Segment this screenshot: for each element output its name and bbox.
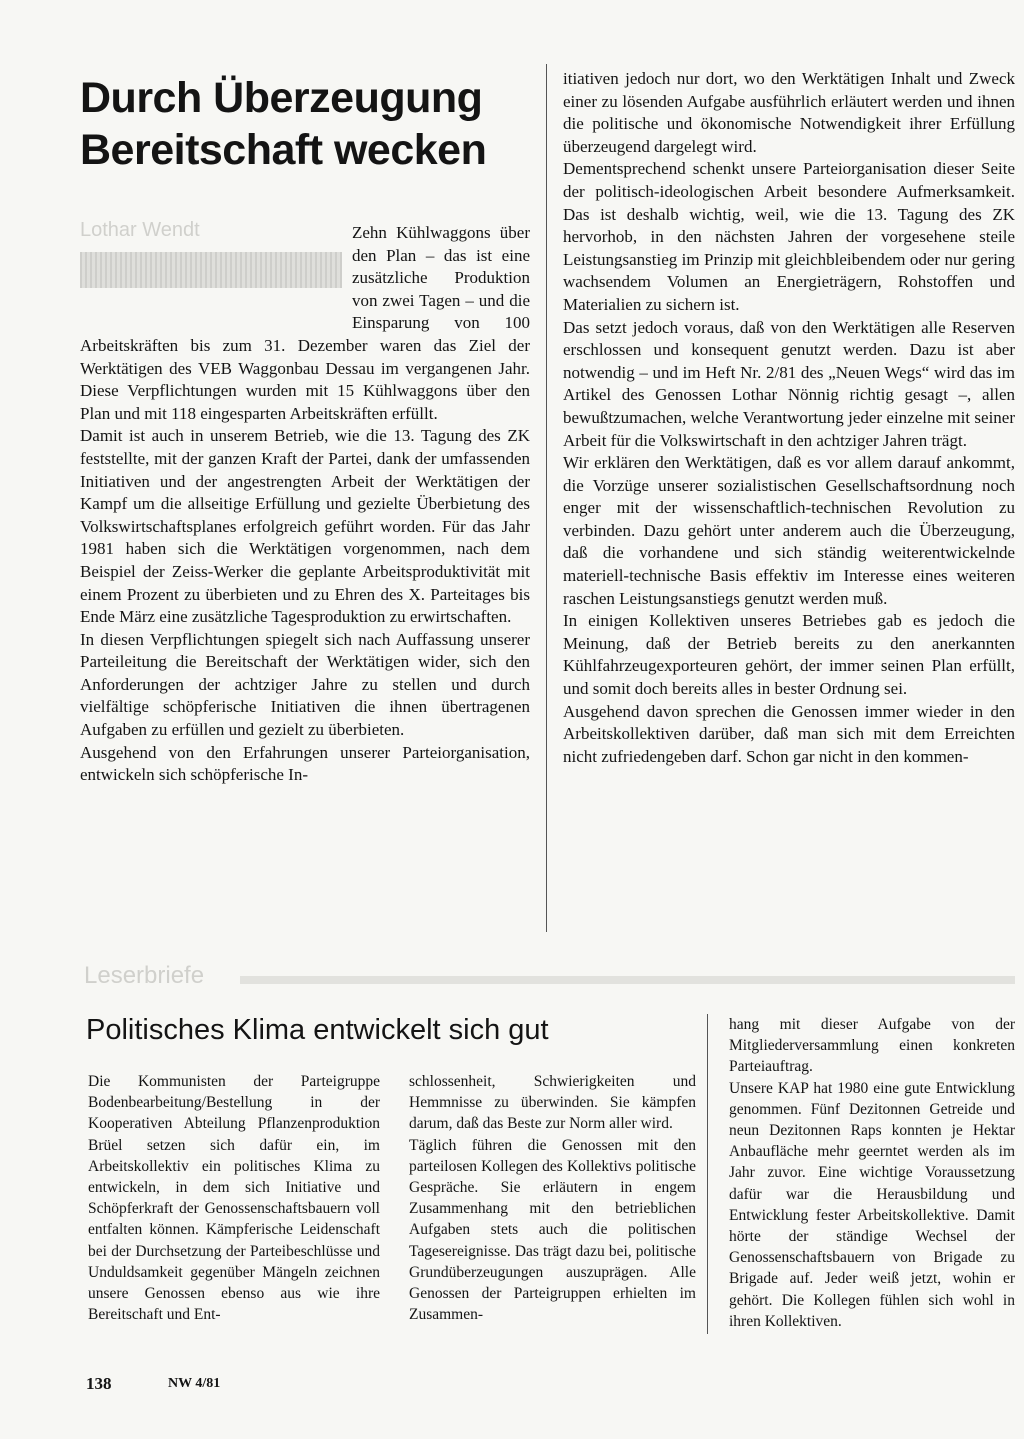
- paragraph: Täglich führen die Genossen mit den parteilosen Kollegen des Kollektivs politische Gespräche. Sie erläutern in engem Zusammenhang mit den betrieblichen Aufgaben stets auch die politischen Tagesereignisse. Das trägt dazu bei, politische Grundüberzeugungen auszuprägen. Alle Genossen der Parteigruppen erhielten im Zusammen-: [409, 1136, 696, 1324]
- letter-title: Politisches Klima entwickelt sich gut: [86, 1014, 549, 1046]
- section-band: [240, 976, 1015, 984]
- article-title-line-2: Bereitschaft wecken: [80, 126, 487, 174]
- paragraph: Wir erklären den Werktätigen, daß es vor allem darauf ankommt, die Vorzüge unserer sozialistischen Gesellschaftsordnung noch enger mit der wissenschaftlich-technischen Revolution zu verbinden. Dazu gehört unter anderem auch die Überzeugung, daß die vorhandene und sich ständig weiterentwickelnde materiell-technische Basis effektiv im Interesse eines weiteren raschen Leistungsanstiegs genutzt werden muß.: [563, 453, 1015, 608]
- paragraph: schlossenheit, Schwierigkeiten und Hemmnisse zu überwinden. Sie kämpfen darum, daß das Beste zur Norm aller wird.: [409, 1073, 696, 1133]
- paragraph: Ausgehend davon sprechen die Genossen immer wieder in den Arbeitskollektiven darüber, daß man sich mit dem Erreichten nicht zufriedengeben darf. Schon gar nicht in den kommen-: [563, 701, 1015, 766]
- section-label-faint: Leserbriefe: [84, 962, 205, 989]
- paragraph: Dementsprechend schenkt unsere Parteiorganisation dieser Seite der politisch-ideologischen Arbeit besondere Aufmerksamkeit. Das ist deshalb wichtig, weil, wie die 13. Tagung des ZK hervorhob, in den nächsten Jahren der vorgesehene steile Leistungsanstieg im Prinzip mit gleichbleibendem oder nur gering wachsendem Volumen an Energieträgern, Rohstoffen und Materialien zu sichern ist.: [563, 159, 1015, 314]
- article2-column-3: [729, 1014, 1015, 1332]
- article2-column-2: [409, 1071, 696, 1325]
- paragraph: Unsere KAP hat 1980 eine gute Entwicklung genommen. Fünf Dezitonnen Getreide und neun Dezitonnen Raps konnten je Hektar Anbaufläche mehr geerntet werden als im Jahr zuvor. Eine wichtige Voraussetzung dafür war die Herausbildung und Entwicklung fester Arbeitskollektive. Damit hörte der ständige Wechsel der Genossenschaftsbauern von Brigade zu Brigade auf. Jeder weiß jetzt, wohin er gehört. Die Kollegen fühlen sich wohl in ihren Kollektiven.: [729, 1079, 1015, 1330]
- column-divider: [546, 64, 547, 932]
- paragraph: hang mit dieser Aufgabe von der Mitgliederversammlung einen konkreten Parteiauftrag.: [729, 1016, 1015, 1076]
- paragraph: Ausgehend von den Erfahrungen unserer Parteiorganisation, entwickeln sich schöpferische In-: [80, 742, 530, 785]
- paragraph: Damit ist auch in unserem Betrieb, wie die 13. Tagung des ZK feststellte, mit der ganzen Kraft der Partei, dank der umfassenden Initiativen und der angestrengten Arbeit der Werktätigen der Kampf um die allseitige Erfüllung und gezielte Überbietung des Volkswirtschaftsplanes erfolgreich geführt worden. Für das Jahr 1981 haben sich die Werktätigen vorgenommen, nach dem Beispiel der Zeiss-Werker die geplante Arbeitsproduktivität mit einem Prozent zu überbieten und zu Ehren des X. Parteitages bis Ende März eine zusätzliche Tagesproduktion zu erwirtschaften.: [80, 426, 530, 627]
- article1-column-1: [80, 222, 530, 787]
- paragraph: Das setzt jedoch voraus, daß von den Werktätigen alle Reserven erschlossen und konsequent genutzt werden. Dazu ist aber notwendig – und im Heft Nr. 2/81 des „Neuen Wegs“ wird das im Artikel des Genossen Lothar Nönnig richtig gesagt –, allen bewußtzumachen, welche Verantwortung jeder einzelne mit seiner Arbeit für die Volkswirtschaft in den achtziger Jahren trägt.: [563, 317, 1015, 450]
- article-title-line-1: Durch Überzeugung: [80, 74, 483, 122]
- article1-column-2: [563, 68, 1015, 768]
- author-name-faint: Lothar Wendt: [80, 219, 200, 241]
- column-divider: [707, 1014, 708, 1334]
- paragraph: In einigen Kollektiven unseres Betriebes gab es jedoch die Meinung, daß der Betrieb bereits zu den anerkannten Kühlfahrzeugexporteuren gehört, der immer seinen Plan erfüllt, und somit doch bereits alles in bester Ordnung sei.: [563, 611, 1015, 699]
- article-title: [80, 72, 540, 176]
- article2-column-1: [88, 1071, 380, 1325]
- issue-label: NW 4/81: [168, 1376, 221, 1391]
- paragraph: Zehn Kühlwaggons über den Plan – das ist eine zusätzliche Produktion von zwei Tagen – und die Einsparung von 100 Arbeitskräften bis zum 31. Dezember waren das Ziel der Werktätigen des VEB Waggonbau Dessau im vergangenen Jahr. Diese Verpflichtungen wurden mit 15 Kühlwaggons über den Plan und mit 118 eingesparten Arbeitskräften erfüllt.: [80, 223, 530, 423]
- paragraph: In diesen Verpflichtungen spiegelt sich nach Auffassung unserer Parteileitung die Bereitschaft der Werktätigen wider, sich den Anforderungen der achtziger Jahre zu stellen und durch vielfältige schöpferische Initiativen die ihnen übertragenen Aufgaben zu erfüllen und gezielt zu überbieten.: [80, 629, 530, 740]
- paragraph: itiativen jedoch nur dort, wo den Werktätigen Inhalt und Zweck einer zu lösenden Aufgabe ausführlich erläutert werden und ihnen die politische und ökonomische Notwendigkeit ihrer Erfüllung überzeugend dargelegt wird.: [563, 69, 1015, 156]
- paragraph: Die Kommunisten der Parteigruppe Bodenbearbeitung/Bestellung in der Kooperativen Abteilung Pflanzenproduktion Brüel setzen sich dafür ein, im Arbeitskollektiv ein politisches Klima zu entwickeln, in dem sich Initiative und Schöpferkraft der Genossenschaftsbauern voll entfalten können. Kämpferische Leidenschaft bei der Durchsetzung der Parteibeschlüsse und Unduldsamkeit gegenüber Mängeln zeichnen unsere Genossen ebenso aus wie ihre Bereitschaft und Ent-: [88, 1073, 380, 1324]
- page-number: 138: [86, 1374, 112, 1393]
